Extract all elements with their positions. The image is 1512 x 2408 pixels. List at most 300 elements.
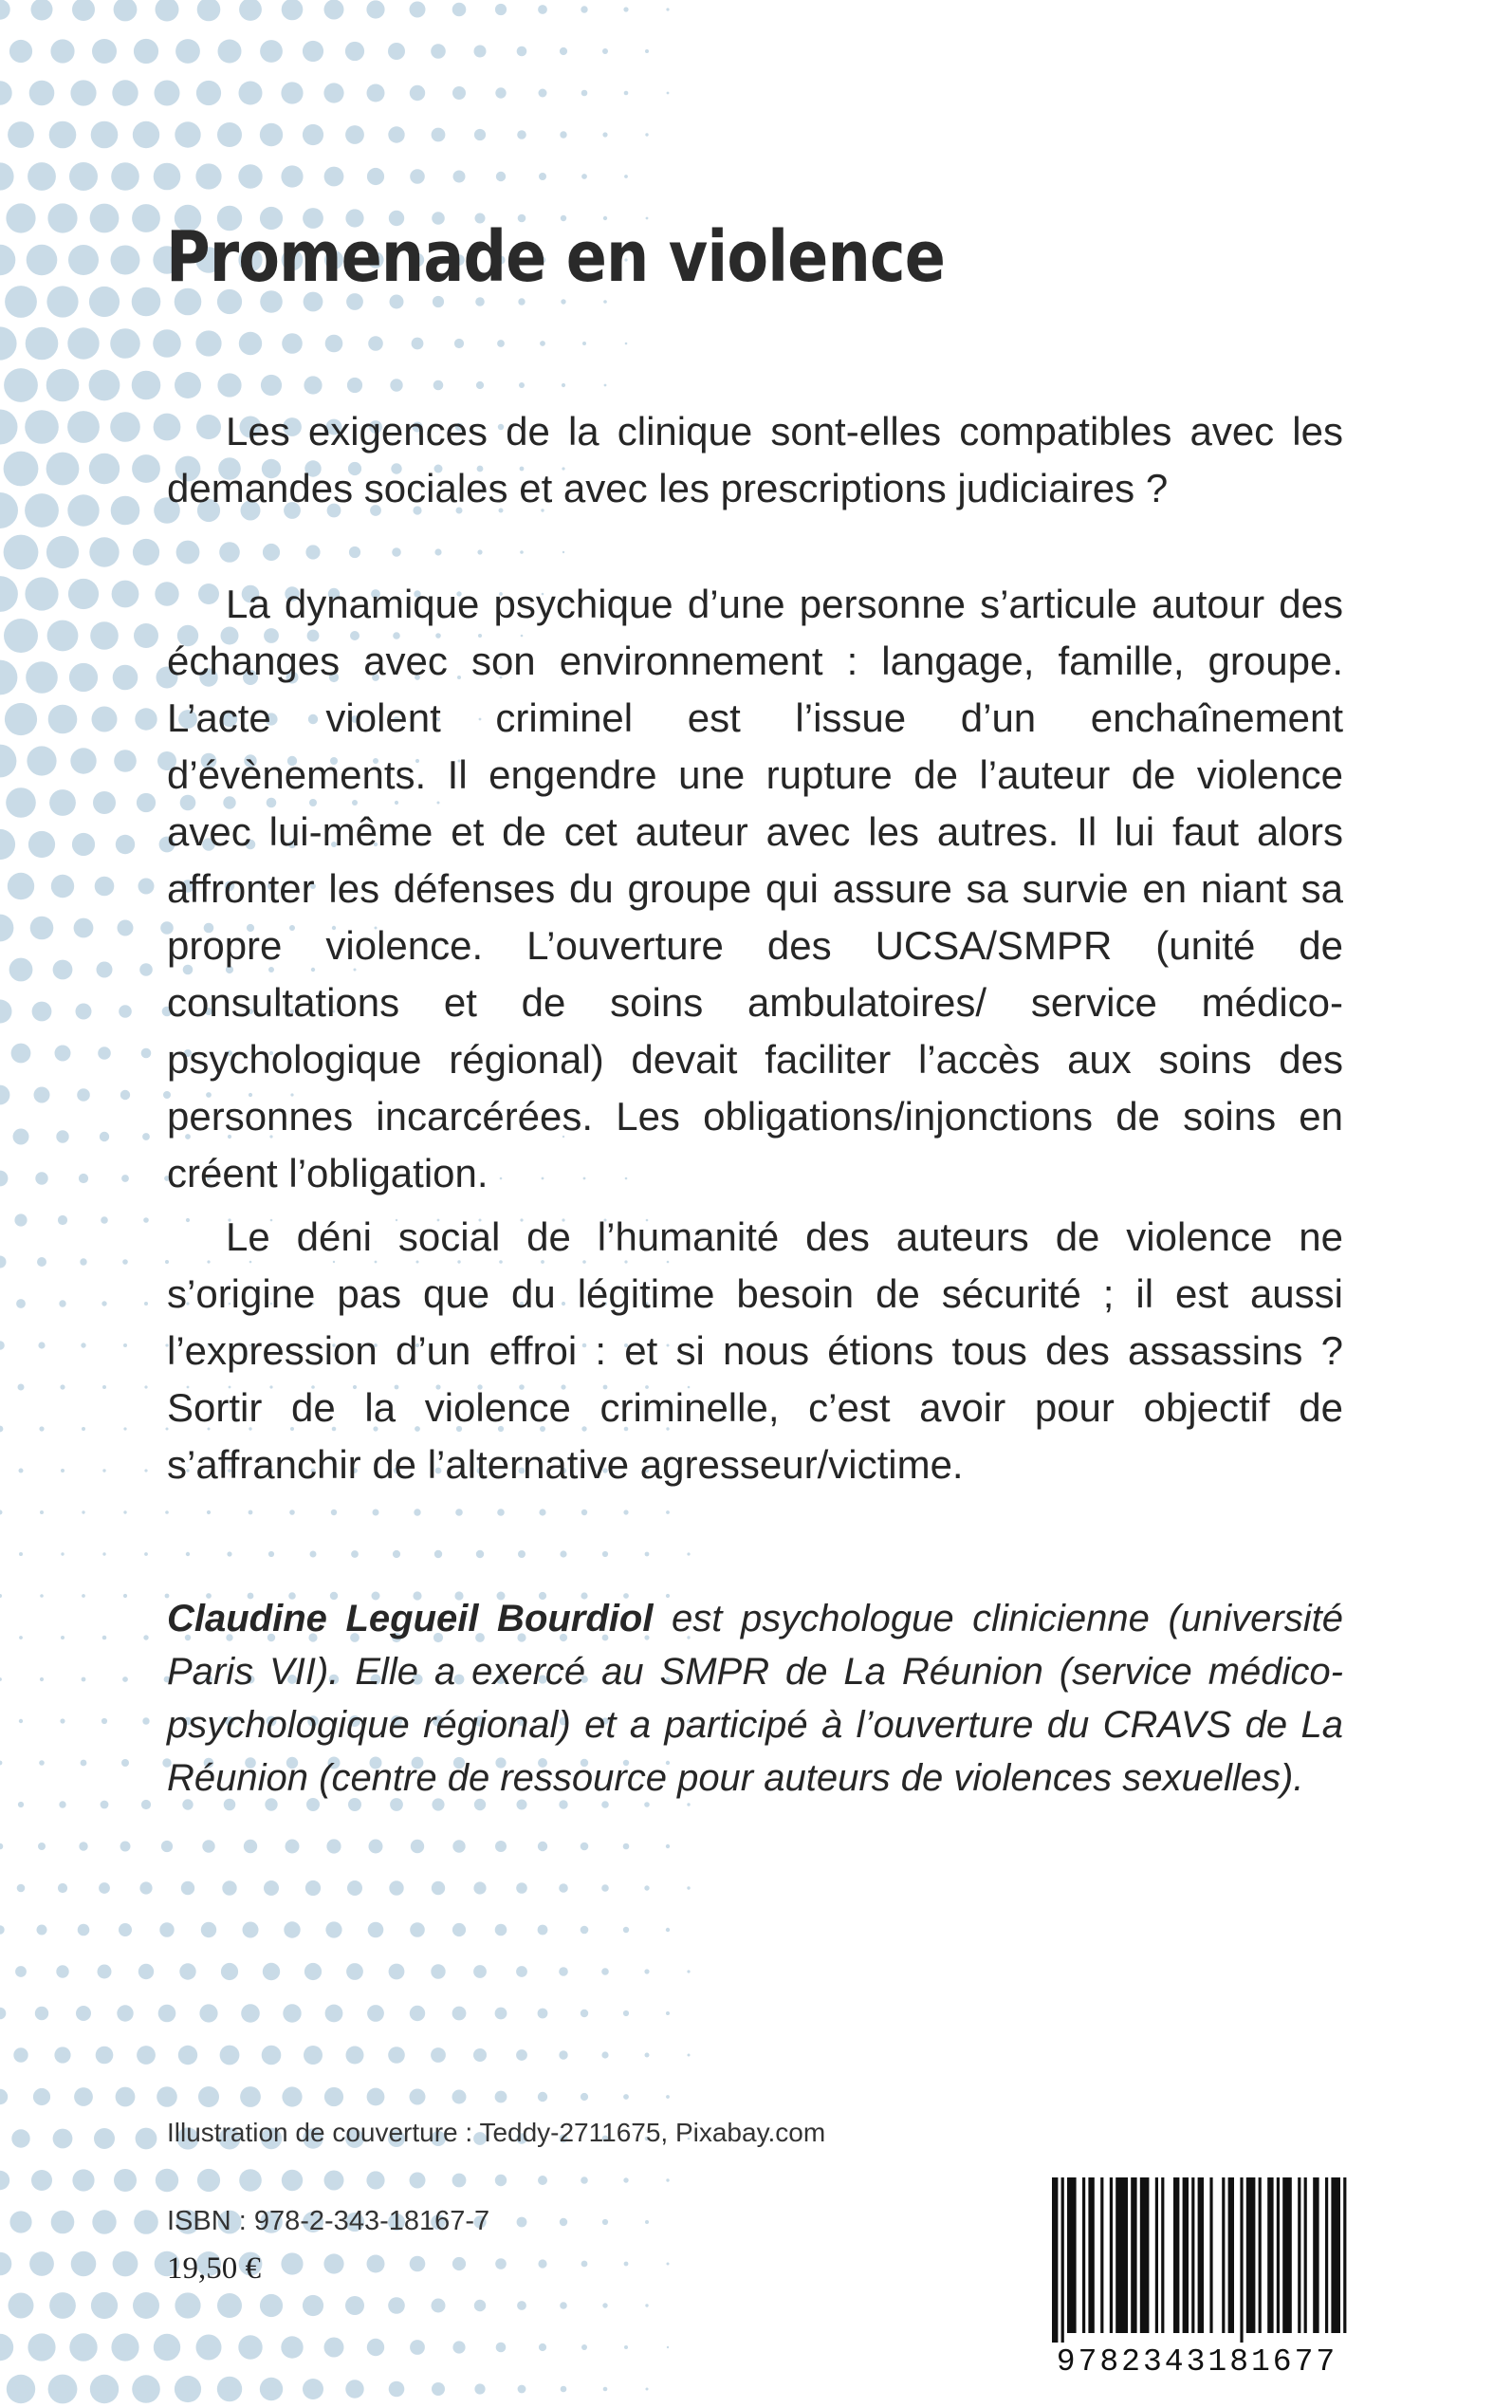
halftone-dot — [60, 1384, 65, 1389]
halftone-dot — [388, 2047, 405, 2064]
halftone-dot — [50, 39, 74, 63]
halftone-dot — [18, 1384, 25, 1391]
halftone-dot — [59, 1801, 65, 1807]
halftone-dot — [51, 875, 74, 898]
halftone-dot — [58, 1883, 67, 1893]
barcode-bar — [1282, 2177, 1292, 2333]
halftone-dot — [475, 297, 485, 306]
halftone-dot — [495, 4, 507, 15]
halftone-dot — [581, 2176, 588, 2184]
halftone-dot — [25, 577, 58, 610]
halftone-dot — [304, 376, 322, 394]
halftone-dot — [474, 2300, 486, 2311]
halftone-dot — [666, 1844, 670, 1848]
halftone-dot — [286, 1840, 300, 1854]
halftone-dot — [76, 1004, 92, 1020]
barcode-bar — [1228, 2177, 1234, 2333]
halftone-dot — [282, 0, 304, 20]
halftone-dot — [539, 89, 547, 98]
halftone-dot — [645, 2053, 650, 2058]
barcode-bar — [1131, 2177, 1136, 2333]
halftone-dot — [38, 1342, 45, 1348]
halftone-dot — [239, 2169, 262, 2192]
halftone-dot — [222, 1880, 236, 1895]
halftone-dot — [410, 169, 425, 184]
halftone-dot — [18, 1802, 24, 1807]
halftone-dot — [54, 2047, 70, 2063]
halftone-dot — [67, 494, 99, 526]
halftone-dot — [196, 2335, 222, 2361]
halftone-dot — [19, 1719, 23, 1723]
author-name: Claudine Legueil Bourdiol — [167, 1598, 654, 1639]
halftone-dot — [284, 1921, 300, 1937]
halftone-dot — [69, 162, 98, 191]
halftone-dot — [89, 370, 120, 401]
halftone-dot — [367, 168, 384, 185]
halftone-dot — [40, 1510, 44, 1514]
halftone-dot — [114, 0, 138, 21]
halftone-dot — [281, 165, 303, 187]
halftone-dot — [325, 335, 343, 353]
halftone-dot — [102, 1552, 105, 1555]
halftone-dot — [26, 327, 59, 361]
halftone-dot — [263, 1963, 280, 1980]
halftone-dot — [70, 748, 96, 773]
halftone-dot — [49, 121, 77, 149]
halftone-dot — [154, 163, 181, 191]
halftone-dot — [516, 1882, 527, 1894]
halftone-dot — [410, 2340, 425, 2355]
halftone-dot — [517, 2217, 527, 2228]
halftone-dot — [175, 39, 200, 64]
halftone-dot — [414, 1509, 420, 1515]
halftone-dot — [0, 1761, 2, 1766]
halftone-dot — [113, 665, 138, 691]
halftone-dot — [667, 92, 670, 95]
halftone-dot — [90, 204, 120, 233]
halftone-dot — [325, 2005, 343, 2023]
halftone-dot — [219, 542, 240, 563]
halftone-dot — [477, 549, 482, 554]
halftone-dot — [303, 124, 323, 145]
halftone-dot — [432, 128, 446, 142]
halftone-dot — [47, 203, 77, 232]
halftone-dot — [69, 2333, 97, 2361]
halftone-dot — [154, 2334, 180, 2361]
halftone-dot — [452, 2341, 465, 2353]
halftone-dot — [604, 384, 607, 387]
barcode-bar — [1110, 2177, 1113, 2333]
halftone-dot — [197, 0, 221, 21]
halftone-dot — [474, 46, 487, 58]
halftone-dot — [68, 245, 99, 275]
author-bio-block — [167, 1592, 1343, 1805]
halftone-dot — [121, 1175, 129, 1182]
halftone-dot — [303, 2295, 323, 2316]
barcode-bars — [1046, 2174, 1348, 2343]
halftone-dot — [540, 341, 545, 346]
halftone-dot — [0, 829, 15, 860]
author-bio: est psychologue clinicienne (université Paris VII). Elle a exercé au SMPR de La Réunion (service médico-psychologique régional) et a participé à l’ouverture du CRAVS de La Réunion (centre de ressource pour auteurs de violences sexuelles). — [167, 1598, 1343, 1799]
halftone-dot — [239, 332, 262, 355]
halftone-dot — [559, 1883, 568, 1893]
halftone-dot — [92, 39, 117, 64]
halftone-dot — [624, 2262, 629, 2267]
halftone-dot — [17, 1884, 26, 1893]
barcode-bar — [1161, 2177, 1164, 2333]
halftone-dot — [74, 918, 94, 938]
halftone-dot — [0, 1510, 3, 1515]
halftone-dot — [9, 2293, 34, 2319]
halftone-dot — [136, 2128, 157, 2150]
halftone-dot — [101, 1718, 107, 1724]
halftone-dot — [218, 40, 242, 64]
barcode-bar — [1173, 2177, 1179, 2333]
barcode-bar — [1343, 2177, 1346, 2333]
halftone-dot — [562, 551, 564, 553]
halftone-dot — [35, 1172, 47, 1184]
halftone-dot — [144, 1385, 147, 1388]
halftone-dot — [325, 1921, 341, 1937]
halftone-dot — [561, 299, 565, 304]
halftone-dot — [238, 164, 262, 188]
halftone-dot — [111, 2333, 138, 2361]
halftone-dot — [581, 174, 587, 179]
barcode-bar — [1100, 2177, 1103, 2333]
halftone-dot — [667, 2263, 670, 2266]
halftone-dot — [80, 1258, 86, 1265]
halftone-dot — [602, 1551, 608, 1557]
halftone-dot — [98, 1965, 112, 1979]
halftone-dot — [91, 121, 119, 149]
halftone-dot — [261, 375, 282, 396]
halftone-dot — [8, 121, 34, 148]
halftone-dot — [452, 2257, 466, 2270]
halftone-dot — [67, 327, 99, 359]
halftone-dot — [28, 2333, 55, 2361]
halftone-dot — [123, 1427, 126, 1430]
halftone-dot — [410, 2006, 425, 2021]
halftone-dot — [29, 81, 55, 106]
halftone-dot — [495, 1924, 507, 1936]
halftone-dot — [410, 2173, 426, 2189]
halftone-dot — [122, 1259, 128, 1265]
barcode-bar — [1061, 2177, 1064, 2343]
halftone-dot — [39, 1426, 44, 1431]
halftone-dot — [645, 49, 649, 53]
halftone-dot — [518, 1550, 526, 1558]
halftone-dot — [217, 122, 242, 147]
halftone-dot — [581, 2010, 588, 2017]
halftone-dot — [5, 286, 37, 318]
halftone-dot — [431, 1964, 445, 1978]
halftone-dot — [141, 1048, 152, 1059]
halftone-dot — [0, 660, 17, 695]
halftone-dot — [455, 1509, 463, 1516]
halftone-dot — [624, 2345, 628, 2349]
halftone-dot — [0, 2252, 11, 2276]
halftone-dot — [366, 0, 384, 18]
halftone-dot — [132, 454, 160, 483]
halftone-dot — [495, 1841, 507, 1852]
halftone-dot — [495, 2175, 507, 2186]
halftone-dot — [303, 2379, 323, 2399]
halftone-dot — [95, 877, 115, 897]
halftone-dot — [59, 1300, 65, 1306]
barcode-bar — [1191, 2177, 1194, 2333]
halftone-dot — [134, 2210, 158, 2234]
halftone-dot — [282, 2086, 302, 2106]
halftone-dot — [581, 90, 588, 97]
halftone-dot — [139, 1881, 152, 1894]
halftone-dot — [624, 91, 629, 96]
halftone-dot — [122, 1676, 128, 1682]
halftone-dot — [156, 2169, 178, 2192]
halftone-dot — [303, 41, 323, 62]
halftone-dot — [4, 619, 38, 653]
halftone-dot — [14, 1213, 27, 1226]
halftone-dot — [165, 1510, 169, 1514]
halftone-dot — [644, 1885, 649, 1890]
halftone-dot — [114, 750, 137, 772]
halftone-dot — [27, 746, 56, 775]
halftone-dot — [101, 1216, 108, 1224]
halftone-dot — [392, 547, 401, 557]
halftone-dot — [281, 82, 303, 103]
halftone-dot — [142, 1133, 150, 1140]
halftone-dot — [346, 1963, 363, 1980]
halftone-dot — [138, 1964, 154, 1979]
barcode-bar — [1277, 2177, 1280, 2333]
book-title: Promenade en violence — [166, 216, 946, 298]
halftone-dot — [304, 2046, 323, 2065]
halftone-dot — [38, 1843, 46, 1850]
barcode-bar — [1183, 2177, 1189, 2333]
halftone-dot — [13, 1129, 29, 1145]
halftone-dot — [367, 2255, 385, 2273]
halftone-dot — [0, 162, 14, 190]
halftone-dot — [111, 496, 140, 526]
halftone-dot — [135, 708, 157, 730]
halftone-dot — [119, 1005, 132, 1018]
halftone-dot — [111, 246, 140, 275]
halftone-dot — [473, 1965, 487, 1978]
halftone-dot — [0, 1426, 3, 1433]
halftone-dot — [345, 42, 364, 61]
halftone-dot — [268, 1551, 274, 1557]
halftone-dot — [78, 1924, 90, 1936]
halftone-dot — [368, 1922, 384, 1938]
halftone-dot — [81, 1343, 85, 1347]
halftone-dot — [11, 2129, 29, 2147]
halftone-dot — [92, 2210, 116, 2233]
halftone-dot — [0, 0, 10, 20]
halftone-dot — [99, 1882, 110, 1894]
halftone-dot — [366, 2171, 384, 2189]
halftone-dot — [217, 2377, 242, 2401]
halftone-dot — [324, 2171, 344, 2191]
halftone-dot — [0, 1256, 7, 1269]
halftone-dot — [582, 342, 586, 345]
halftone-dot — [452, 2090, 467, 2104]
halftone-dot — [71, 2251, 97, 2277]
halftone-dot — [123, 1510, 126, 1513]
halftone-dot — [82, 1510, 84, 1513]
halftone-dot — [581, 1926, 589, 1935]
halftone-dot — [110, 328, 140, 359]
halftone-dot — [61, 1636, 65, 1639]
halftone-dot — [645, 1552, 650, 1557]
halftone-dot — [133, 121, 159, 148]
halftone-dot — [0, 81, 12, 104]
halftone-dot — [367, 2088, 385, 2106]
halftone-dot — [102, 1385, 106, 1389]
halftone-dot — [389, 1880, 403, 1895]
halftone-dot — [239, 82, 263, 105]
halftone-dot — [560, 47, 567, 55]
halftone-dot — [249, 1510, 253, 1515]
halftone-dot — [186, 1552, 190, 1556]
barcode-bar — [1155, 2177, 1158, 2333]
halftone-dot — [452, 1840, 465, 1852]
halftone-dot — [39, 1760, 45, 1766]
halftone-dot — [347, 378, 362, 393]
halftone-dot — [0, 1594, 2, 1598]
halftone-dot — [283, 2004, 301, 2022]
halftone-dot — [473, 2048, 487, 2062]
halftone-dot — [345, 2296, 364, 2315]
halftone-dot — [410, 2089, 426, 2105]
halftone-dot — [46, 286, 78, 317]
barcode-number: 9782343181677 — [1056, 2344, 1338, 2380]
halftone-dot — [324, 167, 344, 187]
halftone-dot — [602, 48, 608, 54]
halftone-dot — [432, 2299, 446, 2313]
halftone-dot — [53, 960, 73, 980]
halftone-dot — [5, 703, 37, 735]
halftone-dot — [646, 2388, 649, 2391]
halftone-dot — [0, 492, 18, 528]
halftone-dot — [175, 372, 201, 398]
halftone-dot — [35, 2007, 48, 2020]
halftone-dot — [19, 1469, 24, 1473]
halftone-dot — [123, 1594, 127, 1598]
halftone-dot — [70, 80, 96, 105]
halftone-dot — [142, 1717, 149, 1724]
halftone-dot — [260, 40, 283, 63]
halftone-dot — [67, 411, 100, 443]
halftone-dot — [623, 2094, 629, 2100]
halftone-dot — [433, 380, 444, 391]
halftone-dot — [623, 2177, 628, 2182]
halftone-dot — [79, 1842, 87, 1850]
halftone-dot — [155, 81, 180, 106]
halftone-dot — [202, 1840, 214, 1852]
halftone-dot — [179, 1963, 195, 1979]
halftone-dot — [133, 2292, 159, 2319]
halftone-dot — [220, 2046, 240, 2065]
halftone-dot — [114, 2169, 137, 2192]
halftone-dot — [100, 1132, 109, 1141]
halftone-dot — [56, 1965, 68, 1977]
halftone-dot — [431, 2047, 446, 2063]
halftone-dot — [0, 2008, 6, 2020]
halftone-dot — [195, 163, 221, 189]
halftone-dot — [687, 1552, 690, 1555]
halftone-dot — [153, 329, 181, 358]
halftone-dot — [323, 83, 343, 102]
halftone-dot — [139, 963, 153, 976]
halftone-dot — [263, 544, 280, 561]
paragraph-question: Les exigences de la clinique sont-elles compatibles avec les demandes sociales et avec les prescriptions judiciaires ? — [167, 409, 1343, 510]
halftone-dot — [244, 1840, 257, 1853]
barcode-bar — [1116, 2177, 1128, 2333]
halftone-dot — [111, 162, 139, 191]
halftone-dot — [410, 1922, 425, 1937]
halftone-dot — [434, 1550, 442, 1558]
halftone-dot — [201, 1922, 216, 1937]
halftone-dot — [289, 1510, 295, 1515]
halftone-dot — [623, 7, 628, 11]
barcode-bar — [1209, 2177, 1212, 2333]
halftone-dot — [46, 369, 80, 402]
barcode-bar — [1082, 2177, 1085, 2333]
halftone-dot — [0, 915, 13, 942]
halftone-dot — [412, 338, 424, 350]
halftone-dot — [559, 1967, 568, 1976]
halftone-dot — [28, 162, 56, 191]
halftone-dot — [60, 1718, 65, 1723]
halftone-dot — [9, 40, 32, 63]
halftone-dot — [581, 1510, 587, 1515]
price-label: 19,50 € — [167, 2251, 261, 2286]
halftone-dot — [112, 581, 139, 608]
halftone-dot — [243, 1922, 259, 1938]
halftone-dot — [410, 2, 426, 18]
halftone-dot — [667, 2346, 669, 2348]
halftone-dot — [432, 2382, 445, 2396]
halftone-dot — [15, 1966, 27, 1977]
halftone-dot — [562, 383, 565, 387]
halftone-dot — [31, 0, 53, 21]
halftone-dot — [324, 2087, 343, 2106]
halftone-dot — [331, 1510, 337, 1515]
halftone-dot — [0, 1000, 12, 1024]
halftone-dot — [495, 2258, 507, 2269]
halftone-dot — [538, 1842, 547, 1851]
halftone-dot — [434, 548, 441, 555]
halftone-dot — [496, 172, 506, 181]
halftone-dot — [49, 789, 76, 816]
halftone-dot — [432, 1881, 445, 1895]
halftone-dot — [102, 1636, 107, 1640]
halftone-dot — [72, 833, 95, 856]
halftone-dot — [323, 2253, 343, 2273]
halftone-dot — [452, 2007, 467, 2021]
halftone-dot — [158, 2005, 176, 2023]
halftone-dot — [61, 1469, 65, 1473]
halftone-dot — [120, 1090, 130, 1100]
halftone-dot — [4, 452, 39, 487]
halftone-dot — [0, 2089, 8, 2104]
halftone-dot — [110, 412, 140, 442]
barcode-bar — [1298, 2177, 1300, 2333]
barcode-bar — [1313, 2177, 1318, 2333]
halftone-dot — [666, 2178, 669, 2181]
halftone-dot — [19, 1636, 23, 1639]
halftone-dot — [602, 132, 607, 137]
halftone-dot — [349, 546, 360, 558]
